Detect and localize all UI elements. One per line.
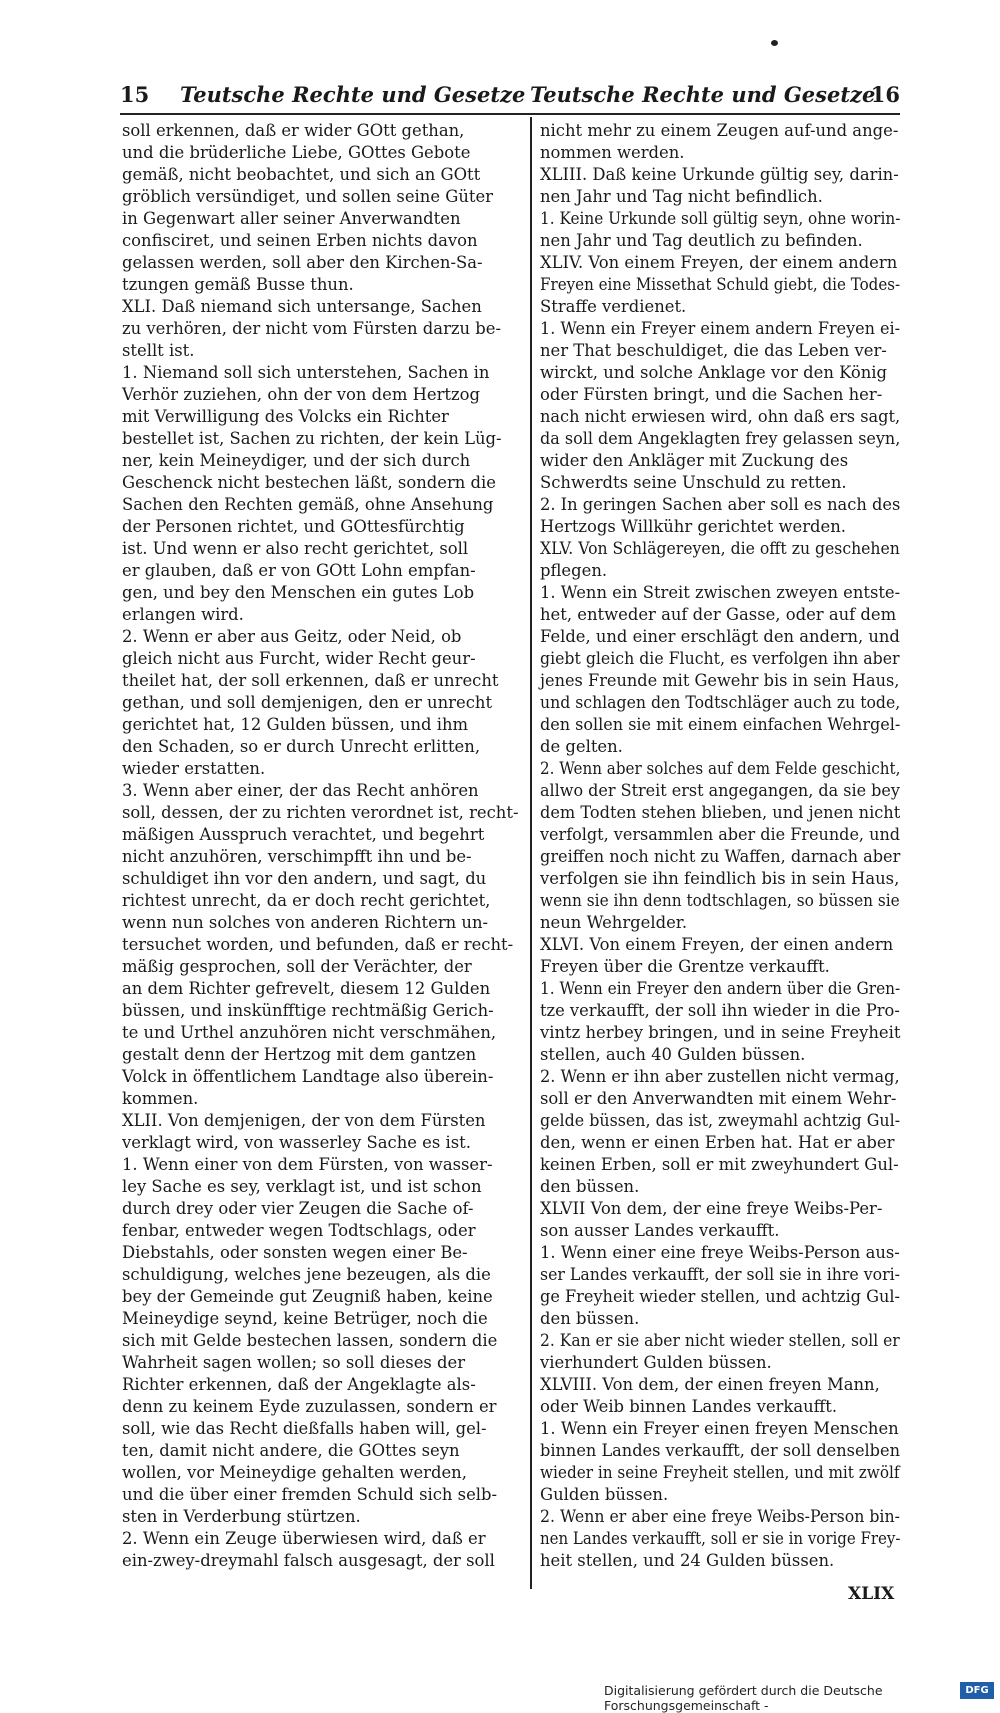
right-column-line: soll er den Anverwandten mit einem Wehr- xyxy=(540,1089,897,1108)
left-column-line: Verhör zuziehen, ohn der von dem Hertzog xyxy=(122,385,481,404)
right-column-line: 2. Wenn aber solches auf dem Felde geschicht, xyxy=(540,759,901,778)
right-column-line: oder Fürsten bringt, und die Sachen her- xyxy=(540,385,883,404)
right-column-line: nommen werden. xyxy=(540,143,685,162)
right-column-line: nach nicht erwiesen wird, ohn daß ers sagt, xyxy=(540,407,901,426)
right-column-line: 2. In geringen Sachen aber soll es nach des xyxy=(540,495,901,514)
left-column-line: denn zu keinem Eyde zuzulassen, sondern er xyxy=(122,1397,497,1416)
left-column-line: mäßigen Ausspruch verachtet, und begehrt xyxy=(122,825,485,844)
right-column-line: 1. Keine Urkunde soll gültig seyn, ohne worin- xyxy=(540,209,901,228)
right-column-line: pflegen. xyxy=(540,561,608,580)
left-column-line: sten in Verderbung stürtzen. xyxy=(122,1507,361,1526)
left-column-line: XLII. Von demjenigen, der von dem Fürsten xyxy=(122,1111,486,1130)
dfg-logo: DFG xyxy=(960,1682,994,1699)
left-column-line: an dem Richter gefrevelt, diesem 12 Gulden xyxy=(122,979,491,998)
left-column-line: ten, damit nicht andere, die GOttes seyn xyxy=(122,1441,460,1460)
right-column-line: dem Todten stehen blieben, und jenen nicht xyxy=(540,803,901,822)
right-column-line: Hertzogs Willkühr gerichtet werden. xyxy=(540,517,847,536)
left-column-line: gleich nicht aus Furcht, wider Recht geur- xyxy=(122,649,476,668)
right-column-line: XLIII. Daß keine Urkunde gültig sey, darin- xyxy=(540,165,899,184)
right-column-line: 1. Wenn ein Streit zwischen zweyen entste- xyxy=(540,583,901,602)
right-column-line: giebt gleich die Flucht, es verfolgen ihn aber xyxy=(540,649,900,668)
left-column-line: theilet hat, der soll erkennen, daß er unrecht xyxy=(122,671,499,690)
left-column-line: gelassen werden, soll aber den Kirchen-Sa- xyxy=(122,253,483,272)
left-column-line: soll erkennen, daß er wider GOtt gethan, xyxy=(122,121,465,140)
right-column-line: wirckt, und solche Anklage vor den König xyxy=(540,363,888,382)
right-column-line: wenn sie ihn denn todtschlagen, so büssen sie xyxy=(540,891,900,910)
left-column-line: Geschenck nicht bestechen läßt, sondern die xyxy=(122,473,496,492)
right-column-line: oder Weib binnen Landes verkaufft. xyxy=(540,1397,838,1416)
left-column-line: gethan, und soll demjenigen, den er unrecht xyxy=(122,693,493,712)
right-column-line: het, entweder auf der Gasse, oder auf dem xyxy=(540,605,897,624)
left-column-line: gen, und bey den Menschen ein gutes Lob xyxy=(122,583,475,602)
ink-dot xyxy=(771,40,778,46)
right-column-line: Felde, und einer erschlägt den andern, und xyxy=(540,627,900,646)
right-column xyxy=(540,120,900,1572)
right-column-line: Schwerdts seine Unschuld zu retten. xyxy=(540,473,847,492)
left-column-line: verklagt wird, von wasserley Sache es ist. xyxy=(122,1133,471,1152)
left-column-line: 2. Wenn er aber aus Geitz, oder Neid, ob xyxy=(122,627,462,646)
left-column-line: der Personen richtet, und GOttesfürchtig xyxy=(122,517,465,536)
left-column-line: Wahrheit sagen wollen; so soll dieses der xyxy=(122,1353,466,1372)
left-column-line: Diebstahls, oder sonsten wegen einer Be- xyxy=(122,1243,468,1262)
right-column-line: tze verkaufft, der soll ihn wieder in die Pro- xyxy=(540,1001,900,1020)
header-title-left: Teutsche Rechte und Gesetze xyxy=(180,82,526,107)
right-column-line: ser Landes verkaufft, der soll sie in ihre vori- xyxy=(540,1265,900,1284)
right-column-line: Gulden büssen. xyxy=(540,1485,669,1504)
left-column-line: ner, kein Meineydiger, und der sich durch xyxy=(122,451,471,470)
left-column-line: Volck in öffentlichem Landtage also überein- xyxy=(122,1067,494,1086)
right-column-line: wieder in seine Freyheit stellen, und mit zwölf xyxy=(540,1463,900,1482)
right-column-line: Straffe verdienet. xyxy=(540,297,687,316)
right-column-line: allwo der Streit erst angegangen, da sie bey xyxy=(540,781,900,800)
right-column-line: nicht mehr zu einem Zeugen auf-und ange- xyxy=(540,121,899,140)
left-column-line: fenbar, entweder wegen Todtschlags, oder xyxy=(122,1221,476,1240)
left-column-line: ein-zwey-dreymahl falsch ausgesagt, der soll xyxy=(122,1551,495,1570)
left-column-line: mäßig gesprochen, soll der Verächter, der xyxy=(122,957,472,976)
left-column-line: 1. Niemand soll sich unterstehen, Sachen in xyxy=(122,363,490,382)
right-column-line: heit stellen, und 24 Gulden büssen. xyxy=(540,1551,835,1570)
left-column-line: er glauben, daß er von GOtt Lohn empfan- xyxy=(122,561,476,580)
digitization-credit: Digitalisierung gefördert durch die Deutsche Forschungsgemeinschaft - xyxy=(604,1683,883,1713)
left-column-line: zu verhören, der nicht vom Fürsten darzu be- xyxy=(122,319,502,338)
right-column-line: nen Landes verkaufft, soll er sie in vorige Frey- xyxy=(540,1529,901,1548)
left-column-line: soll, dessen, der zu richten verordnet ist, recht- xyxy=(122,803,519,822)
left-column-line: sich mit Gelde bestechen lassen, sondern die xyxy=(122,1331,498,1350)
right-column-line: Freyen eine Missethat Schuld giebt, die Todes- xyxy=(540,275,901,294)
right-column-line: de gelten. xyxy=(540,737,623,756)
right-column-line: 1. Wenn einer eine freye Weibs-Person aus- xyxy=(540,1243,900,1262)
right-column-line: nen Jahr und Tag nicht befindlich. xyxy=(540,187,823,206)
right-column-line: greiffen noch nicht zu Waffen, darnach aber xyxy=(540,847,901,866)
left-column-line: richtest unrecht, da er doch recht gerichtet, xyxy=(122,891,491,910)
right-column-line: und schlagen den Todtschläger auch zu tode, xyxy=(540,693,901,712)
right-column-line: wider den Ankläger mit Zuckung des xyxy=(540,451,849,470)
page-number-right: 16 xyxy=(870,82,900,107)
right-column-line: 2. Kan er sie aber nicht wieder stellen, soll er xyxy=(540,1331,900,1350)
right-column-line: gelde büssen, das ist, zweymahl achtzig Gul- xyxy=(540,1111,901,1130)
left-column xyxy=(122,120,520,1572)
left-column-line: stellt ist. xyxy=(122,341,195,360)
right-column-line: 2. Wenn er ihn aber zustellen nicht vermag, xyxy=(540,1067,900,1086)
right-column-line: XLVIII. Von dem, der einen freyen Mann, xyxy=(540,1375,880,1394)
left-column-line: und die über einer fremden Schuld sich selb- xyxy=(122,1485,498,1504)
left-column-line: bey der Gemeinde gut Zeugniß haben, keine xyxy=(122,1287,493,1306)
left-column-line: Meineydige seynd, keine Betrüger, noch die xyxy=(122,1309,488,1328)
right-column-line: 1. Wenn ein Freyer den andern über die Gren- xyxy=(540,979,901,998)
left-column-line: wieder erstatten. xyxy=(122,759,266,778)
left-column-line: in Gegenwart aller seiner Anverwandten xyxy=(122,209,461,228)
left-column-line: gerichtet hat, 12 Gulden büssen, und ihm xyxy=(122,715,469,734)
right-column-line: verfolgt, versammlen aber die Freunde, und xyxy=(540,825,901,844)
right-column-line: nen Jahr und Tag deutlich zu befinden. xyxy=(540,231,863,250)
right-column-line: binnen Landes verkaufft, der soll denselben xyxy=(540,1441,900,1460)
left-column-line: wollen, vor Meineydige gehalten werden, xyxy=(122,1463,467,1482)
right-column-line: vierhundert Gulden büssen. xyxy=(540,1353,772,1372)
left-column-line: und die brüderliche Liebe, GOttes Gebote xyxy=(122,143,471,162)
right-column-line: Freyen über die Grentze verkaufft. xyxy=(540,957,830,976)
left-column-line: bestellet ist, Sachen zu richten, der kein Lüg- xyxy=(122,429,502,448)
left-column-line: 2. Wenn ein Zeuge überwiesen wird, daß er xyxy=(122,1529,486,1548)
running-header xyxy=(120,80,900,110)
left-column-line: ley Sache es sey, verklagt ist, und ist schon xyxy=(122,1177,482,1196)
left-column-line: gestalt denn der Hertzog mit dem gantzen xyxy=(122,1045,477,1064)
left-column-line: erlangen wird. xyxy=(122,605,244,624)
right-column-line: 2. Wenn er aber eine freye Weibs-Person bin- xyxy=(540,1507,900,1526)
right-column-line: ge Freyheit wieder stellen, und achtzig Gul- xyxy=(540,1287,901,1306)
right-column-line: XLV. Von Schlägereyen, die offt zu geschehen xyxy=(540,539,900,558)
right-column-line: 1. Wenn ein Freyer einem andern Freyen ei- xyxy=(540,319,901,338)
left-column-line: schuldigung, welches jene bezeugen, als die xyxy=(122,1265,491,1284)
right-column-line: XLIV. Von einem Freyen, der einem andern xyxy=(540,253,898,272)
left-column-line: gröblich versündiget, und sollen seine Güter xyxy=(122,187,494,206)
right-column-line: neun Wehrgelder. xyxy=(540,913,688,932)
right-column-line: keinen Erben, soll er mit zweyhundert Gul- xyxy=(540,1155,899,1174)
left-column-line: soll, wie das Recht dießfalls haben will, gel- xyxy=(122,1419,487,1438)
left-column-line: 1. Wenn einer von dem Fürsten, von wasser- xyxy=(122,1155,493,1174)
left-column-line: te und Urthel anzuhören nicht verschmähen, xyxy=(122,1023,497,1042)
right-column-line: son ausser Landes verkaufft. xyxy=(540,1221,780,1240)
right-column-line: stellen, auch 40 Gulden büssen. xyxy=(540,1045,806,1064)
left-column-line: schuldiget ihn vor den andern, und sagt, du xyxy=(122,869,487,888)
left-column-line: nicht anzuhören, verschimpfft ihn und be- xyxy=(122,847,472,866)
left-column-line: den Schaden, so er durch Unrecht erlitten, xyxy=(122,737,481,756)
left-column-line: wenn nun solches von anderen Richtern un- xyxy=(122,913,489,932)
right-column-line: verfolgen sie ihn feindlich bis in sein Haus, xyxy=(540,869,900,888)
right-column-line: den, wenn er einen Erben hat. Hat er aber xyxy=(540,1133,895,1152)
left-column-line: durch drey oder vier Zeugen die Sache of- xyxy=(122,1199,474,1218)
right-column-line: den büssen. xyxy=(540,1177,640,1196)
right-column-line: XLVII Von dem, der eine freye Weibs-Per- xyxy=(540,1199,883,1218)
left-column-line: tersuchet worden, und befunden, daß er recht- xyxy=(122,935,514,954)
left-column-line: Sachen den Rechten gemäß, ohne Ansehung xyxy=(122,495,494,514)
header-title-right: Teutsche Rechte und Gesetze xyxy=(530,82,876,107)
left-column-line: büssen, und inskünfftige rechtmäßig Gerich- xyxy=(122,1001,494,1020)
right-column-line: den sollen sie mit einem einfachen Wehrgel- xyxy=(540,715,901,734)
right-column-line: 1. Wenn ein Freyer einen freyen Menschen xyxy=(540,1419,899,1438)
right-column-line: ner That beschuldiget, die das Leben ver- xyxy=(540,341,887,360)
left-column-line: confisciret, und seinen Erben nichts davon xyxy=(122,231,478,250)
right-column-line: vintz herbey bringen, und in seine Freyheit xyxy=(540,1023,901,1042)
right-column-line: da soll dem Angeklagten frey gelassen seyn, xyxy=(540,429,901,448)
left-column-line: XLI. Daß niemand sich untersange, Sachen xyxy=(122,297,482,316)
header-rule xyxy=(120,113,900,115)
left-column-line: Richter erkennen, daß der Angeklagte als- xyxy=(122,1375,476,1394)
right-column-line: den büssen. xyxy=(540,1309,640,1328)
left-column-line: 3. Wenn aber einer, der das Recht anhören xyxy=(122,781,479,800)
column-divider xyxy=(530,117,532,1589)
right-column-line: jenes Freunde mit Gewehr bis in sein Haus, xyxy=(540,671,900,690)
catchword: XLIX xyxy=(848,1584,895,1604)
left-column-line: ist. Und wenn er also recht gerichtet, soll xyxy=(122,539,469,558)
left-column-line: mit Verwilligung des Volcks ein Richter xyxy=(122,407,449,426)
right-column-line: XLVI. Von einem Freyen, der einen andern xyxy=(540,935,894,954)
left-column-line: gemäß, nicht beobachtet, und sich an GOtt xyxy=(122,165,481,184)
left-column-line: tzungen gemäß Busse thun. xyxy=(122,275,354,294)
page-number-left: 15 xyxy=(120,82,150,107)
left-column-line: kommen. xyxy=(122,1089,199,1108)
